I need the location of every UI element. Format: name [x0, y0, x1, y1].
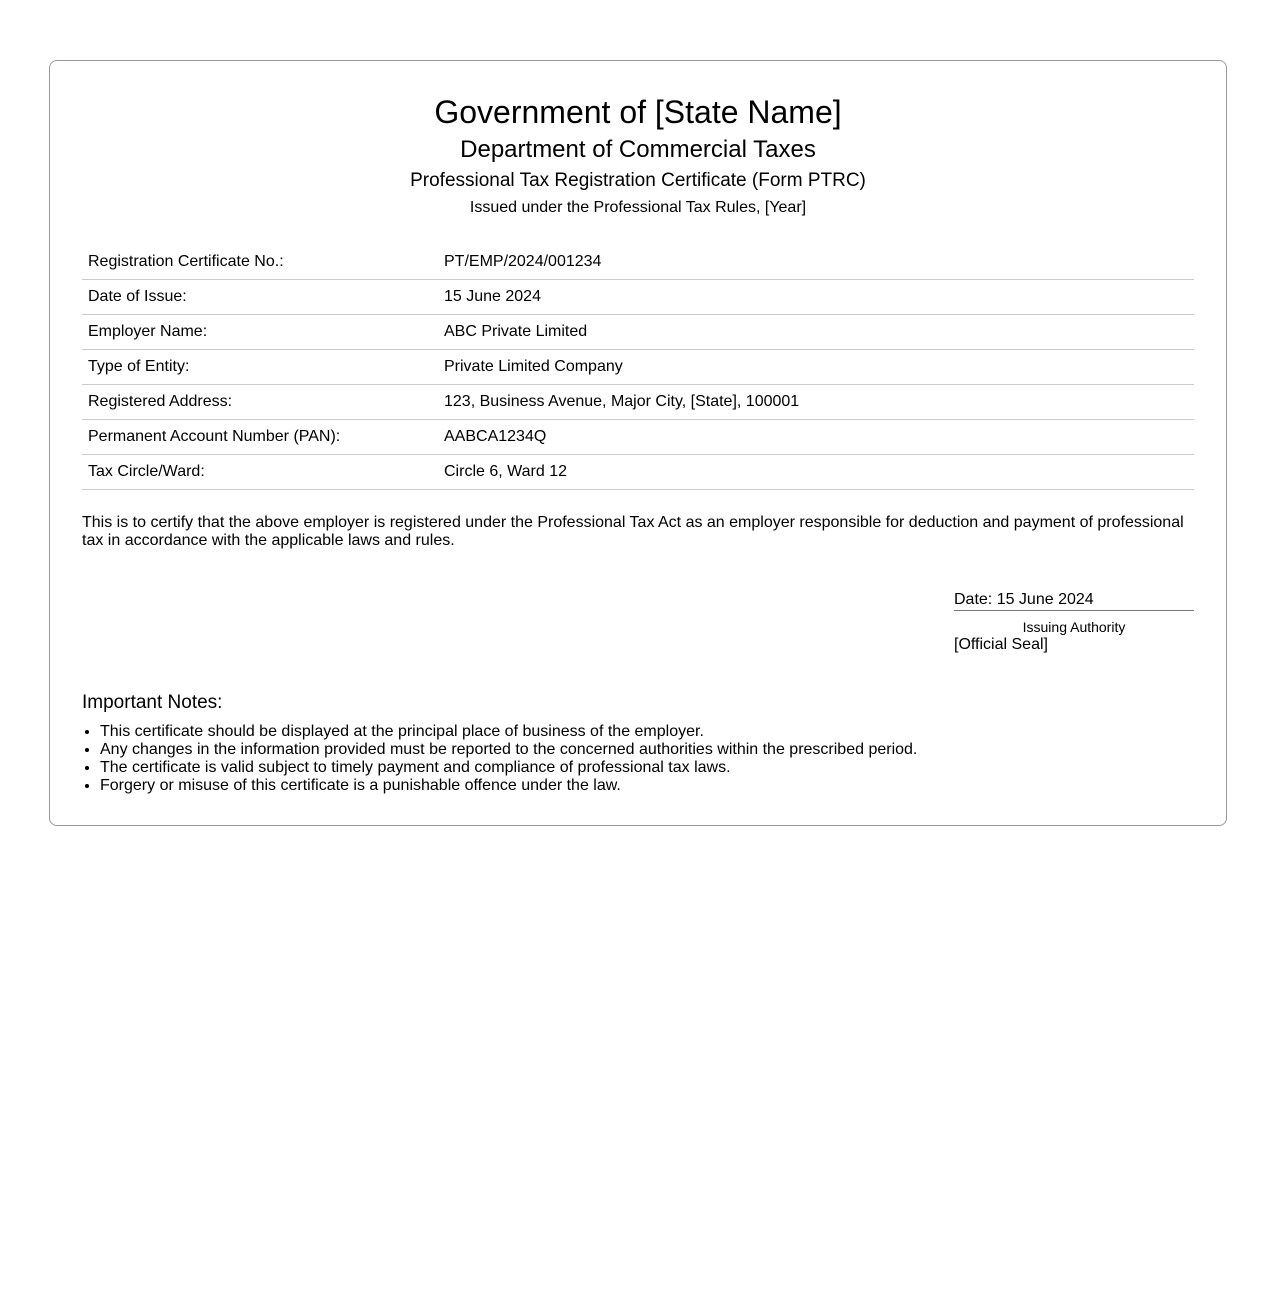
- details-row-entity-type: [82, 350, 1194, 385]
- certification-paragraph: This is to certify that the above employer is registered under the Professional Tax Act as an employer responsible for deduction and payment of professional tax in accordance with the applicable laws and rules.: [82, 514, 1184, 549]
- detail-value: 15 June 2024: [438, 280, 1194, 315]
- official-seal-label: [Official Seal]: [954, 636, 1048, 653]
- issuing-authority-label: Issuing Authority: [1022, 619, 1126, 635]
- notes-list: [82, 723, 917, 795]
- detail-value: Circle 6, Ward 12: [438, 455, 1194, 490]
- detail-value: AABCA1234Q: [438, 420, 1194, 455]
- notes-heading: Important Notes:: [82, 692, 223, 713]
- details-row-registration-number: [82, 245, 1194, 280]
- detail-value: 123, Business Avenue, Major City, [State], 100001: [438, 385, 1194, 420]
- issued-under-text: Issued under the Professional Tax Rules, [Year]: [469, 199, 807, 216]
- detail-label: Tax Circle/Ward:: [82, 455, 438, 490]
- details-row-pan: [82, 420, 1194, 455]
- details-row-registered-address: [82, 385, 1194, 420]
- detail-value: PT/EMP/2024/001234: [438, 245, 1194, 280]
- list-item: • Any changes in the information provided must be reported to the concerned authorities within the prescribed period.: [100, 741, 917, 759]
- detail-label: Employer Name:: [82, 315, 438, 350]
- detail-value: Private Limited Company: [438, 350, 1194, 385]
- detail-label: Registered Address:: [82, 385, 438, 420]
- detail-label: Date of Issue:: [82, 280, 438, 315]
- form-title: Professional Tax Registration Certificate (Form PTRC): [410, 170, 866, 191]
- details-row-employer-name: [82, 315, 1194, 350]
- detail-label: Type of Entity:: [82, 350, 438, 385]
- details-table: [82, 245, 1194, 490]
- detail-label: Registration Certificate No.:: [82, 245, 438, 280]
- certificate-header: [82, 61, 1194, 218]
- signature-date: Date: 15 June 2024: [954, 590, 1194, 611]
- department-title: Department of Commercial Taxes: [460, 136, 816, 163]
- signature-block: [954, 590, 1194, 654]
- detail-label: Permanent Account Number (PAN):: [82, 420, 438, 455]
- list-item: • This certificate should be displayed at the principal place of business of the employer.: [100, 723, 917, 741]
- list-item: • The certificate is valid subject to timely payment and compliance of professional tax laws.: [100, 759, 917, 777]
- details-row-date-of-issue: [82, 280, 1194, 315]
- government-title: Government of [State Name]: [434, 94, 842, 130]
- certificate-container: [49, 60, 1227, 826]
- details-row-tax-circle: [82, 455, 1194, 490]
- detail-value: ABC Private Limited: [438, 315, 1194, 350]
- list-item: • Forgery or misuse of this certificate is a punishable offence under the law.: [100, 777, 917, 795]
